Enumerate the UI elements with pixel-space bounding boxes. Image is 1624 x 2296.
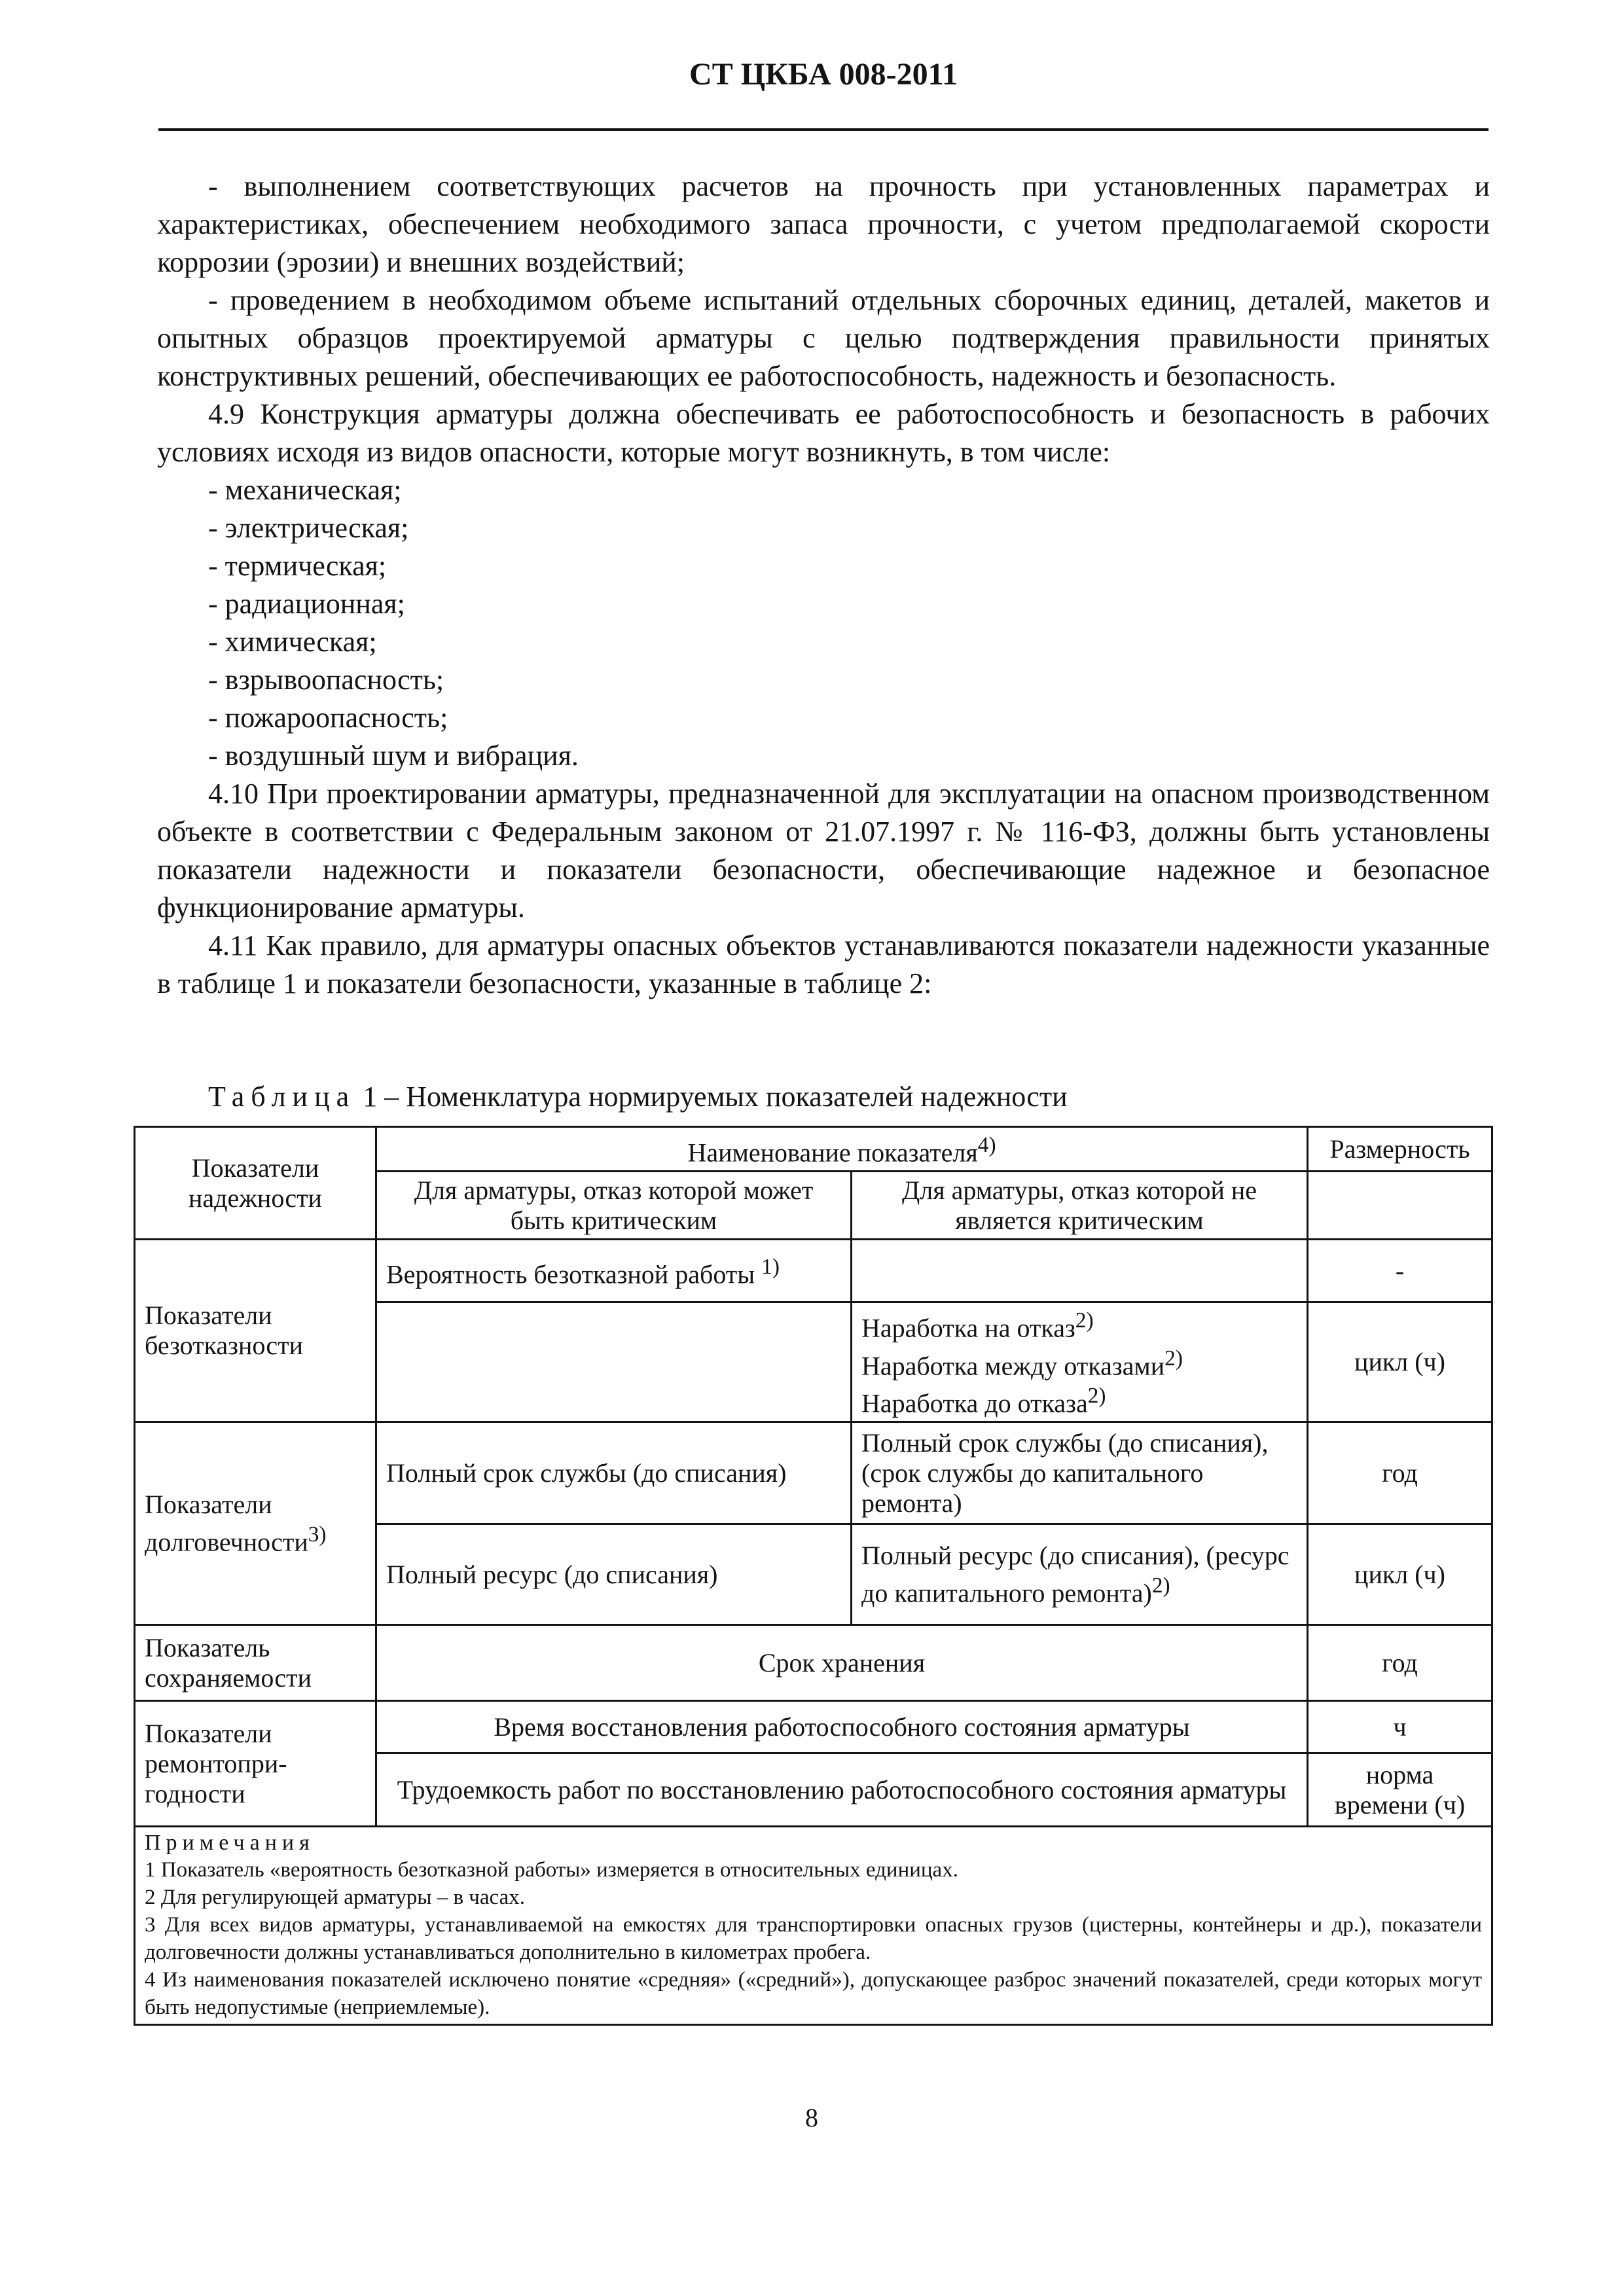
mtbf-line-text: Наработка на отказ: [861, 1313, 1075, 1343]
mtbf-line-text: Наработка до отказа: [861, 1388, 1088, 1418]
header-indicator-name: [376, 1127, 1308, 1172]
cell-recovery-time-dimension: ч: [1308, 1701, 1492, 1753]
header-rule: [158, 128, 1489, 131]
hazard-item: - пожароопасность;: [208, 702, 448, 734]
footnote-ref: 1): [761, 1255, 780, 1280]
note-item: 4 Из наименования показателей исключено понятие «средняя» («средний»), допускающее разброс значений показателей, среди которых могут быть недопустимые (неприемлемые).: [145, 1968, 1483, 2020]
cell-storage-term: Срок хранения: [376, 1625, 1308, 1701]
group-durability-text: Показатели долговечности: [145, 1490, 308, 1557]
group-durability: [135, 1422, 376, 1625]
header-dimension-empty: [1308, 1172, 1492, 1240]
table-caption-label: Таблица: [208, 1081, 356, 1113]
table-row: [135, 1625, 1492, 1701]
cell-resource-dimension: цикл (ч): [1308, 1524, 1492, 1625]
header-dimension: Размерность: [1308, 1127, 1492, 1172]
paragraph-4-10: 4.10 При проектировании арматуры, предназначенной для эксплуатации на опасном производственном объекте в соответствии с Федеральным законом от 21.07.1997 г. № 116-ФЗ, должны быть установлены показатели надежности и показатели безопасности, обеспечивающие надежное и безопасное функционирование арматуры.: [157, 778, 1490, 924]
header-noncritical: Для арматуры, отказ которой не является критическим: [852, 1172, 1308, 1240]
header-indicator-name-text: Наименование показателя: [687, 1138, 978, 1168]
note-item: 2 Для регулирующей арматуры – в часах.: [145, 1886, 525, 1910]
hazard-item: - механическая;: [208, 474, 402, 506]
hazard-item: - химическая;: [208, 626, 377, 658]
header-critical: Для арматуры, отказ которой может быть критическим: [376, 1172, 852, 1240]
paragraph-4-9: 4.9 Конструкция арматуры должна обеспечивать ее работоспособность и безопасность в рабочих условиях исходя из видов опасности, которые могут возникнуть, в том числе:: [157, 398, 1490, 468]
body-text: [157, 168, 1490, 1003]
cell-labor-dimension: норма времени (ч): [1308, 1753, 1492, 1827]
paragraph-calculations: - выполнением соответствующих расчетов на прочность при установленных параметрах и характеристиках, обеспечением необходимого запаса прочности, с учетом предполагаемой скорости коррозии (эрозии) и внешних воздействий;: [157, 170, 1490, 278]
page-number: 8: [805, 2103, 818, 2132]
footnote-ref: 2): [1075, 1308, 1094, 1333]
notes-row: [135, 1827, 1492, 2025]
paragraph-tests: - проведением в необходимом объеме испытаний отдельных сборочных единиц, деталей, макетов и опытных образцов проектируемой арматуры с целью подтверждения правильности принятых конструктивных решений, обеспечивающих ее работоспособность, надежность и безопасность.: [157, 284, 1490, 392]
cell-storage-dimension: год: [1308, 1625, 1492, 1701]
mtbf-line: [861, 1344, 1297, 1381]
footnote-ref: 2): [1164, 1346, 1183, 1371]
table-header-row: [135, 1127, 1492, 1172]
mtbf-line: [861, 1306, 1297, 1343]
mtbf-line: [861, 1381, 1297, 1418]
cell-resource-critical: Полный ресурс (до списания): [376, 1524, 852, 1625]
table-caption-text: 1 – Номенклатура нормируемых показателей надежности: [355, 1081, 1068, 1113]
footnote-ref: 2): [1087, 1383, 1106, 1408]
group-maintainability: Показатели ремонтопри-годности: [135, 1701, 376, 1827]
document-header: СТ ЦКБА 008-2011: [689, 57, 958, 92]
note-item: 3 Для всех видов арматуры, устанавливаемой на емкостях для транспортировки опасных грузов (цистерны, контейнеры и др.), показатели долговечности должны устанавливаться дополнительно в километрах пробега.: [145, 1913, 1483, 1965]
table-row: [135, 1240, 1492, 1302]
cell-empty: [852, 1240, 1308, 1302]
notes-cell: [135, 1827, 1492, 2025]
notes-title: Примечания: [145, 1831, 315, 1856]
header-indicators: Показатели надежности: [135, 1127, 376, 1240]
table-row: [135, 1701, 1492, 1753]
cell-life-dimension: год: [1308, 1422, 1492, 1524]
reliability-indicators-table: [134, 1126, 1493, 2026]
cell-labor: Трудоемкость работ по восстановлению работоспособного состояния арматуры: [376, 1753, 1308, 1827]
note-item: 1 Показатель «вероятность безотказной работы» измеряется в относительных единицах.: [145, 1858, 958, 1882]
cell-life-critical: Полный срок службы (до списания): [376, 1422, 852, 1524]
paragraph-4-11: 4.11 Как правило, для арматуры опасных объектов устанавливаются показатели надежности указанные в таблице 1 и показатели безопасности, указанные в таблице 2:: [157, 929, 1490, 999]
table-row: [135, 1422, 1492, 1524]
group-reliability: Показатели безотказности: [135, 1240, 376, 1422]
cell-mtbf-dimension: цикл (ч): [1308, 1302, 1492, 1422]
cell-mtbf: [852, 1302, 1308, 1422]
cell-recovery-time: Время восстановления работоспособного состояния арматуры: [376, 1701, 1308, 1753]
hazard-item: - воздушный шум и вибрация.: [208, 740, 579, 772]
group-storability: Показатель сохраняемости: [135, 1625, 376, 1701]
cell-prob-failure-free-text: Вероятность безотказной работы: [386, 1259, 755, 1289]
mtbf-line-text: Наработка между отказами: [861, 1350, 1165, 1380]
cell-prob-failure-free: [376, 1240, 852, 1302]
hazard-item: - радиационная;: [208, 588, 405, 620]
cell-empty: [376, 1302, 852, 1422]
hazard-item: - электрическая;: [208, 512, 409, 544]
hazard-item: - термическая;: [208, 550, 387, 582]
cell-resource-noncritical-text: Полный ресурс (до списания), (ресурс до капитального ремонта): [861, 1541, 1290, 1608]
table-caption: [208, 1079, 1386, 1115]
footnote-ref: 3): [308, 1522, 327, 1547]
hazard-item: - взрывоопасность;: [208, 664, 444, 696]
hazard-list: [157, 471, 1490, 775]
cell-life-noncritical: Полный срок службы (до списания), (срок службы до капитального ремонта): [852, 1422, 1308, 1524]
cell-prob-dimension: -: [1308, 1240, 1492, 1302]
cell-resource-noncritical: [852, 1524, 1308, 1625]
footnote-ref: 2): [1151, 1573, 1170, 1598]
footnote-ref: 4): [977, 1133, 996, 1157]
